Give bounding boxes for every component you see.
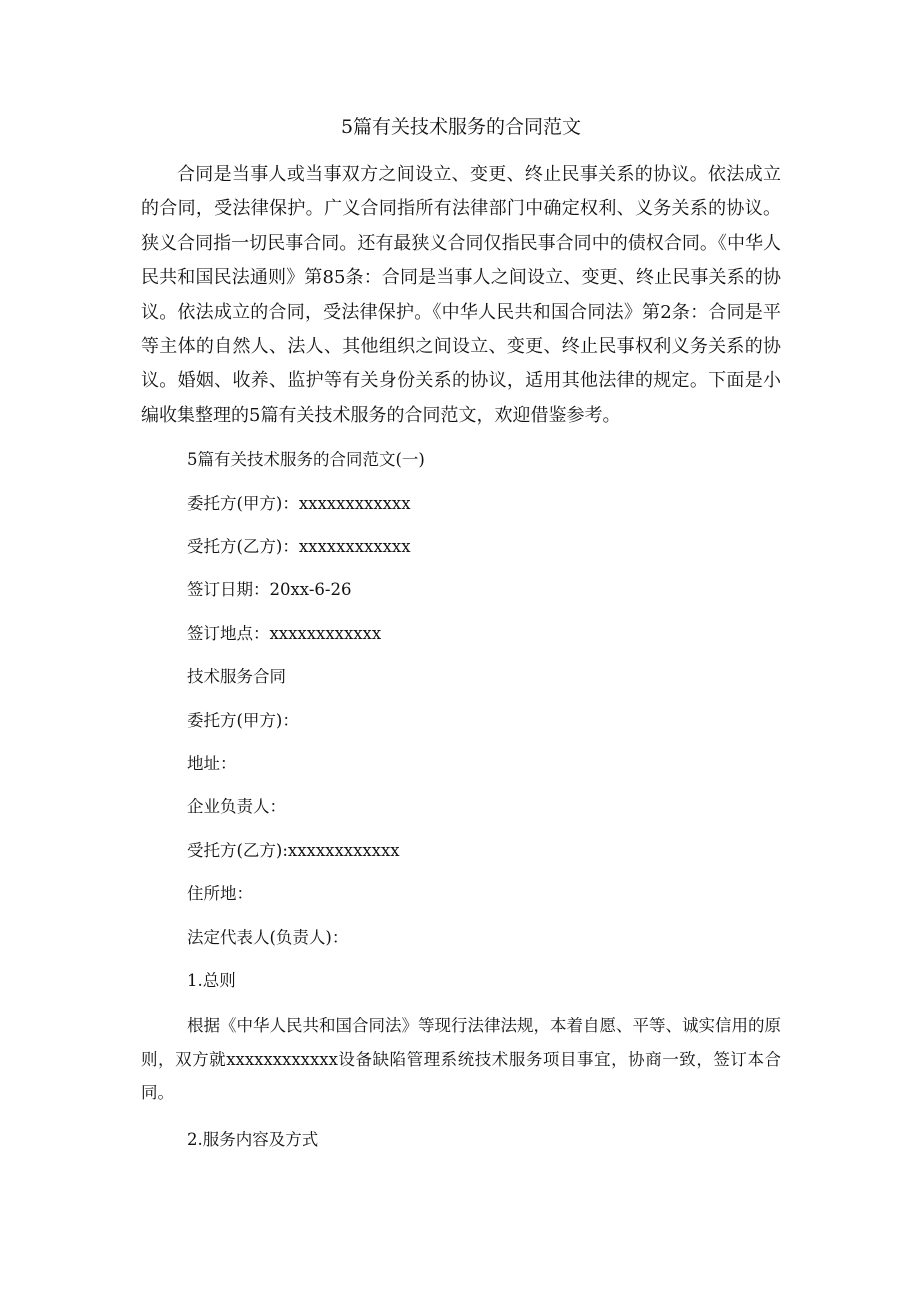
- enterprise-head-label: 企业负责人：: [187, 797, 286, 817]
- residence-label: 住所地：: [187, 884, 253, 904]
- contract-title: 技术服务合同: [187, 667, 286, 687]
- clause-1-text: 根据《中华人民共和国合同法》等现行法律法规，本着自愿、平等、诚实信用的原则，双方就xxxxxxxxxxxx设备缺陷管理系统技术服务项目事宜，协商一致，签订本合同。: [141, 1016, 781, 1103]
- clause-1-heading: 1.总则: [187, 970, 236, 990]
- legal-rep-label: 法定代表人(负责人)：: [187, 927, 349, 947]
- sign-date-line: 签订日期：20xx-6-26: [187, 580, 352, 600]
- client-label: 委托方(甲方)：: [187, 710, 299, 730]
- contractor-party-line: 受托方(乙方)：xxxxxxxxxxxx: [187, 537, 411, 557]
- intro-paragraph: 合同是当事人或当事双方之间设立、变更、终止民事关系的协议。依法成立的合同，受法律保护。广义合同指所有法律部门中确定权利、义务关系的协议。狭义合同指一切民事合同。还有最狭义合同仅指民事合同中的债权合同。《中华人民共和国民法通则》第85条：合同是当事人之间设立、变更、终止民事关系的协议。依法成立的合同，受法律保护。《中华人民共和国合同法》第2条：合同是平等主体的自然人、法人、其他组织之间设立、变更、终止民事权利义务关系的协议。婚姻、收养、监护等有关身份关系的协议，适用其他法律的规定。下面是小编收集整理的5篇有关技术服务的合同范文，欢迎借鉴参考。: [141, 164, 781, 426]
- clause-2-heading: 2.服务内容及方式: [187, 1129, 319, 1149]
- contractor-line: 受托方(乙方):xxxxxxxxxxxx: [187, 840, 400, 860]
- sign-place-line: 签订地点：xxxxxxxxxxxx: [187, 623, 382, 643]
- document-page: [141, 112, 781, 1168]
- client-party-line: 委托方(甲方)：xxxxxxxxxxxx: [187, 493, 411, 513]
- section-heading: 5篇有关技术服务的合同范文(一): [187, 450, 425, 470]
- address-label: 地址：: [187, 753, 237, 773]
- document-title: 5篇有关技术服务的合同范文: [340, 116, 582, 138]
